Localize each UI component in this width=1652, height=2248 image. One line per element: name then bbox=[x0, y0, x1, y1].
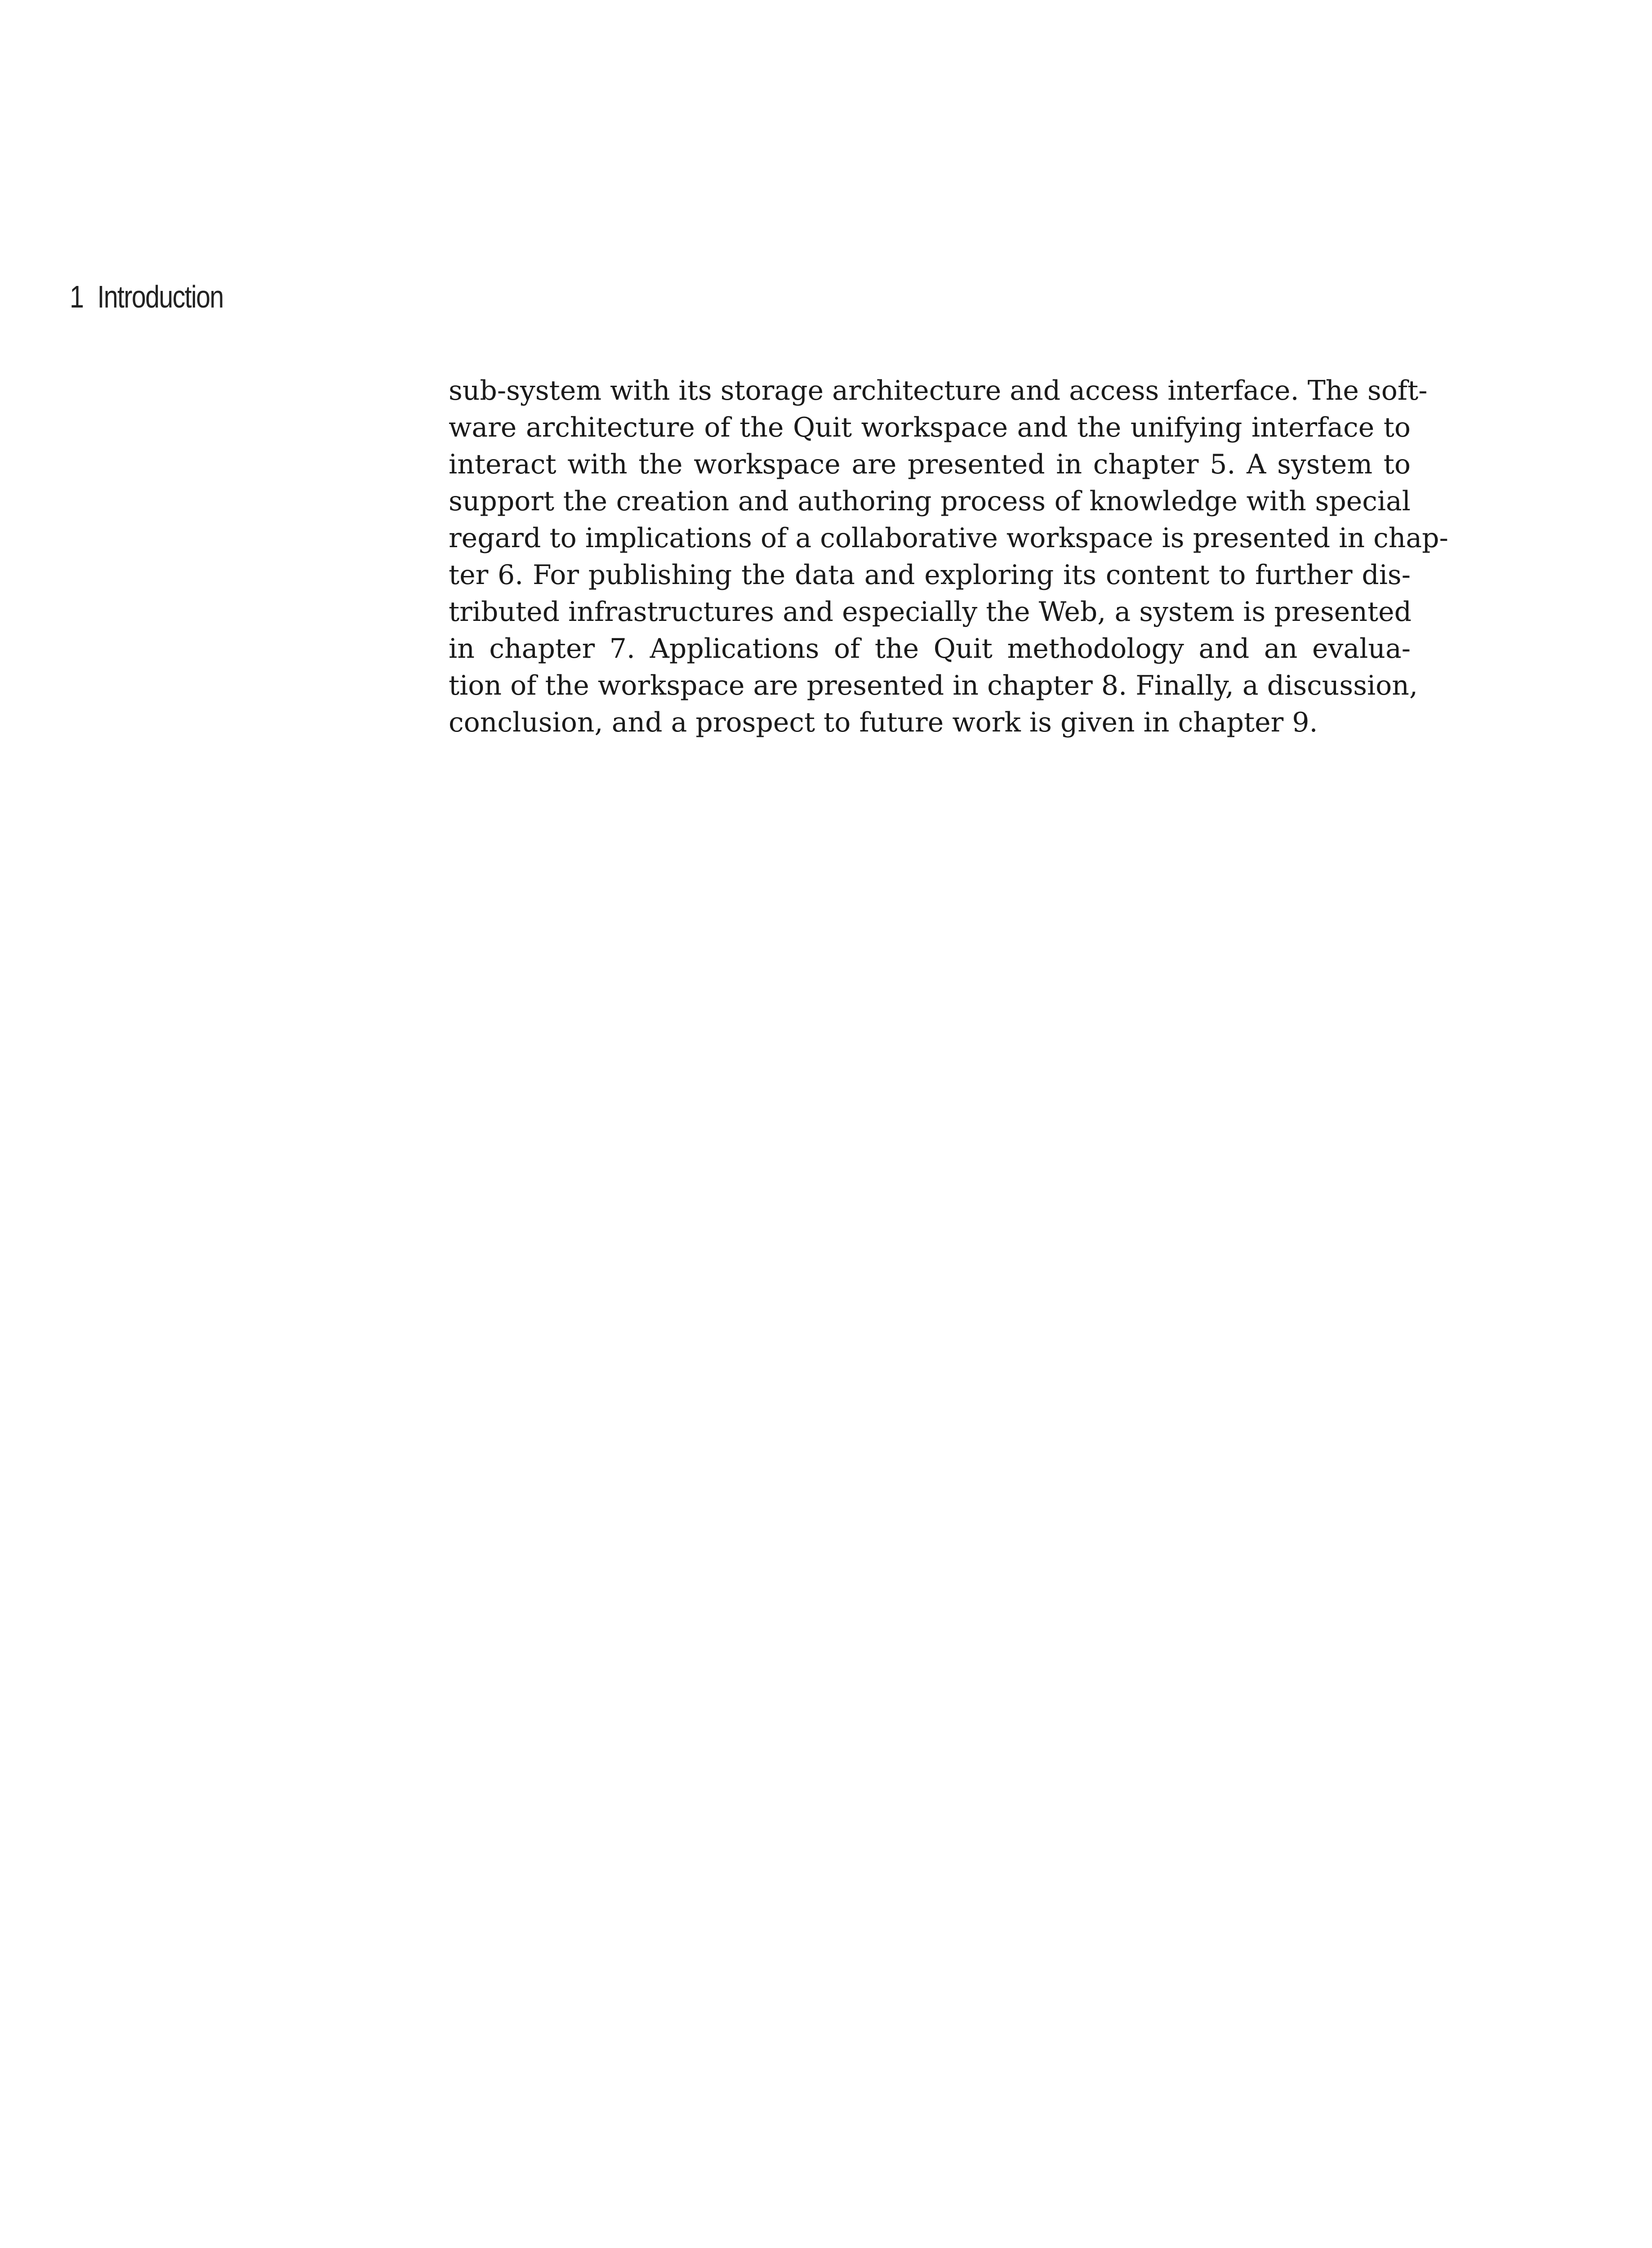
paragraph-line: in chapter 7. Applications of the Quit methodology and an evalua- bbox=[449, 633, 1411, 665]
chapter-number: 1 bbox=[70, 279, 84, 314]
paragraph-line: regard to implications of a collaborative workspace is presented in chap- bbox=[449, 522, 1448, 554]
paragraph-line: support the creation and authoring process of knowledge with special bbox=[449, 486, 1411, 517]
running-header bbox=[70, 279, 223, 315]
paragraph-line: ware architecture of the Quit workspace and the unifying interface to bbox=[449, 412, 1411, 443]
paragraph-line: conclusion, and a prospect to future work is given in chapter 9. bbox=[449, 707, 1318, 738]
paragraph-line: tion of the workspace are presented in chapter 8. Finally, a discussion, bbox=[449, 670, 1418, 701]
paragraph-line: sub-system with its storage architecture and access interface. The soft- bbox=[449, 375, 1428, 406]
body-paragraph bbox=[449, 372, 1448, 741]
paragraph-line: interact with the workspace are presented in chapter 5. A system to bbox=[449, 449, 1411, 480]
paragraph-line: tributed infrastructures and especially the Web, a system is presented bbox=[449, 596, 1412, 628]
paragraph-line: ter 6. For publishing the data and exploring its content to further dis- bbox=[449, 559, 1411, 591]
chapter-title: Introduction bbox=[97, 279, 223, 314]
